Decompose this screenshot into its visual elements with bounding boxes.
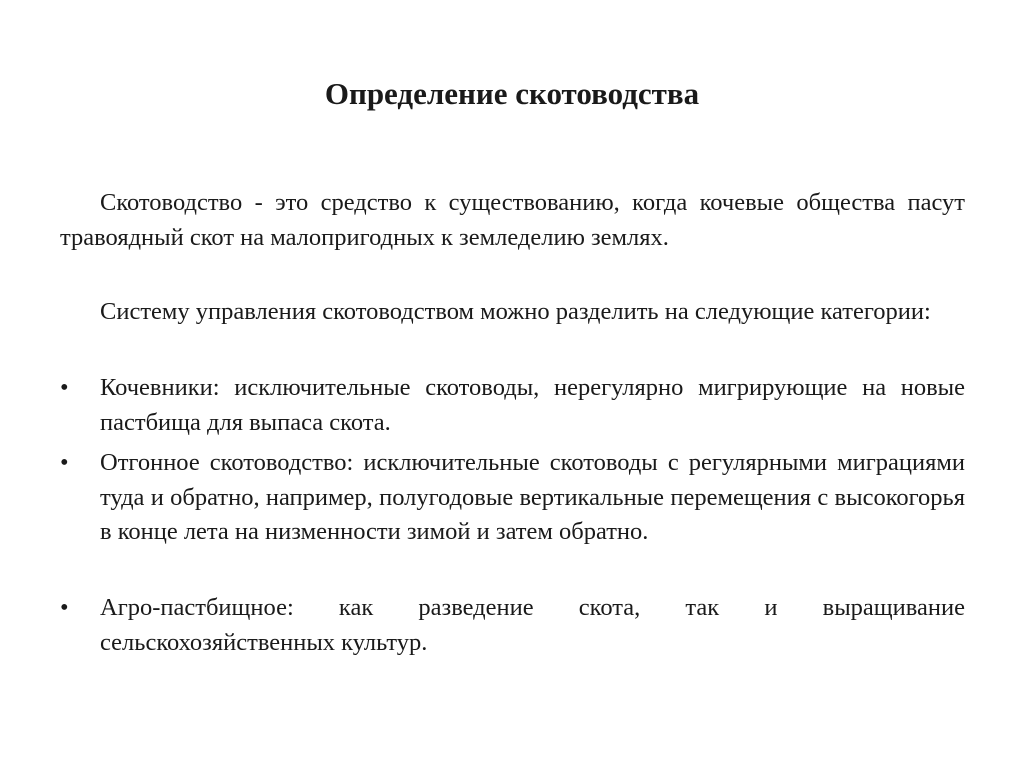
bullet-item-transhumance xyxy=(60,446,965,550)
bullet-icon: • xyxy=(60,594,69,621)
slide-title: Определение скотоводства xyxy=(324,76,700,111)
paragraph-definition: Скотоводство - это средство к существованию, когда кочевые общества пасут травоядный скот на малопригодных к земледелию землях. xyxy=(60,189,965,251)
bullet-text: Кочевники: исключительные скотоводы, нерегулярно мигрирующие на новые пастбища для выпаса скота. xyxy=(100,374,965,436)
bullet-icon: • xyxy=(60,449,69,476)
bullet-text: Агро-пастбищное: как разведение скота, так и выращивание сельскохозяйственных культур. xyxy=(100,594,965,656)
bullet-item-nomads xyxy=(60,371,965,440)
paragraph-categories-intro: Систему управления скотоводством можно разделить на следующие категории: xyxy=(100,298,931,325)
bullet-item-agropastoral xyxy=(60,591,965,660)
bullet-icon: • xyxy=(60,374,69,401)
bullet-text: Отгонное скотоводство: исключительные скотоводы с регулярными миграциями туда и обратно, например, полугодовые вертикальные перемещения с высокогорья в конце лета на низменности зимой и затем обратно. xyxy=(100,449,965,545)
